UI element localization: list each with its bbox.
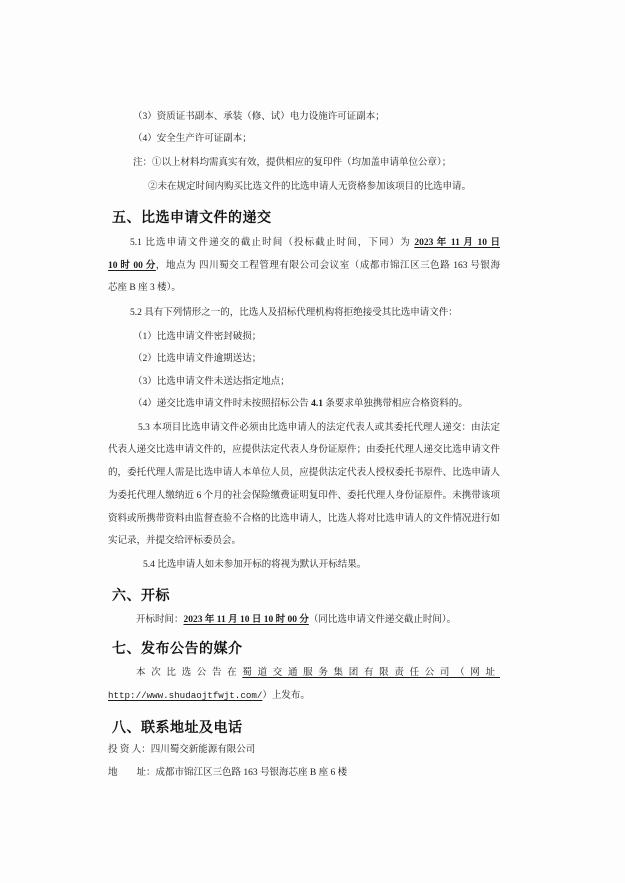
clause-5-1-line-1 [130, 236, 500, 250]
clause-5-3-line-1: 5.3 本项目比选申请文件必须由比选申请人的法定代表人或其委托代理人递交：由法定 [138, 423, 500, 433]
bid-opening-note: （同比选申请文件递交截止时间）。 [308, 615, 457, 625]
investor-label: 投 资 人： [108, 745, 151, 755]
clause-5-2-item-4-after: 条要求单独携带相应合格资料的。 [323, 399, 468, 409]
clause-reference: 4.1 [311, 399, 324, 409]
clause-5-2-item-2: （2）比选申请文件逾期送达； [133, 354, 262, 364]
clause-5-3-line-2: 代表人递交比选申请文件的，应提供法定代表人身份证原件；由委托代理人递交比选申请文件 [108, 445, 500, 455]
address-label: 地 址： [108, 768, 156, 778]
bid-opening-label: 开标时间： [136, 615, 184, 625]
material-note-1: 注：①以上材料均需真实有效，提供相应的复印件（均加盖申请单位公章）； [133, 158, 452, 168]
clause-5-2-item-3: （3）比选申请文件未送达指定地点； [133, 377, 290, 387]
publication-tail: ）上发布。 [262, 691, 310, 701]
bid-opening-line [136, 613, 456, 627]
address-line [108, 766, 347, 780]
deadline-date: 2023 年 11 月 10 日 [414, 238, 500, 248]
section-8-heading: 八、联系地址及电话 [112, 719, 243, 735]
publisher-name: 蜀道交通服务集团有限责任公司（网址 [242, 668, 500, 678]
publication-line-1 [136, 666, 500, 680]
clause-5-3-line-5: 资料或所携带资料由监督查验不合格的比选申请人，比选人将对比选申请人的文件情况进行如 [108, 514, 500, 524]
clause-5-3-line-6: 实记录，并提交给评标委员会。 [108, 536, 242, 546]
deadline-time: 10 时 00 分 [108, 261, 156, 271]
clause-5-3-line-3: 的，委托代理人需是比选申请人本单位人员，应提供法定代表人授权委托书原件、比选申请人 [108, 468, 500, 478]
publication-lead: 本次比选公告在 [136, 668, 243, 678]
clause-5-1-line-3: 芯座 B 座 3 楼）。 [108, 283, 181, 293]
publisher-url: http://www.shudaojtfwjt.com/ [108, 690, 263, 701]
section-5-heading: 五、比选申请文件的递交 [112, 209, 272, 225]
clause-5-1-lead: 5.1 比选申请文件递交的截止时间（投标截止时间，下同）为 [130, 238, 415, 248]
investor-name: 四川蜀交新能源有限公司 [150, 745, 256, 755]
bid-opening-time: 2023 年 11 月 10 日 10 时 00 分 [183, 615, 309, 625]
clause-5-3-line-4: 为委托代理人缴纳近 6 个月的社会保险缴费证明复印件、委托代理人身份证原件。未携带该项 [108, 491, 500, 501]
publication-line-2 [108, 689, 310, 703]
material-item-4: （4）安全生产许可证副本； [133, 134, 252, 144]
address-value: 成都市锦江区三色路 163 号银海芯座 B 座 6 楼 [155, 768, 348, 778]
clause-5-2-item-4-before: （4）递交比选申请文件时未按照招标公告 [133, 399, 312, 409]
clause-5-1-line-2 [108, 259, 500, 273]
material-item-3: （3）资质证书副本、承装（修、试）电力设施许可证副本； [133, 112, 385, 122]
investor-line [108, 743, 255, 757]
clause-5-2-item-4 [133, 397, 468, 411]
clause-5-4: 5.4 比选申请人如未参加开标的将视为默认开标结果。 [143, 560, 367, 570]
section-7-heading: 七、发布公告的媒介 [112, 640, 243, 656]
section-6-heading: 六、开标 [112, 587, 170, 603]
clause-5-2-item-1: （1）比选申请文件密封破损； [133, 332, 262, 342]
clause-5-2-lead: 5.2 具有下列情形之一的，比选人及招标代理机构将拒绝接受其比选申请文件： [130, 308, 458, 318]
material-note-2: ②未在规定时间内购买比选文件的比选申请人无资格参加该项目的比选申请。 [148, 182, 472, 192]
submission-location: ，地点为 四川蜀交工程管理有限公司会议室（成都市锦江区三色路 163 号银海 [155, 261, 500, 271]
